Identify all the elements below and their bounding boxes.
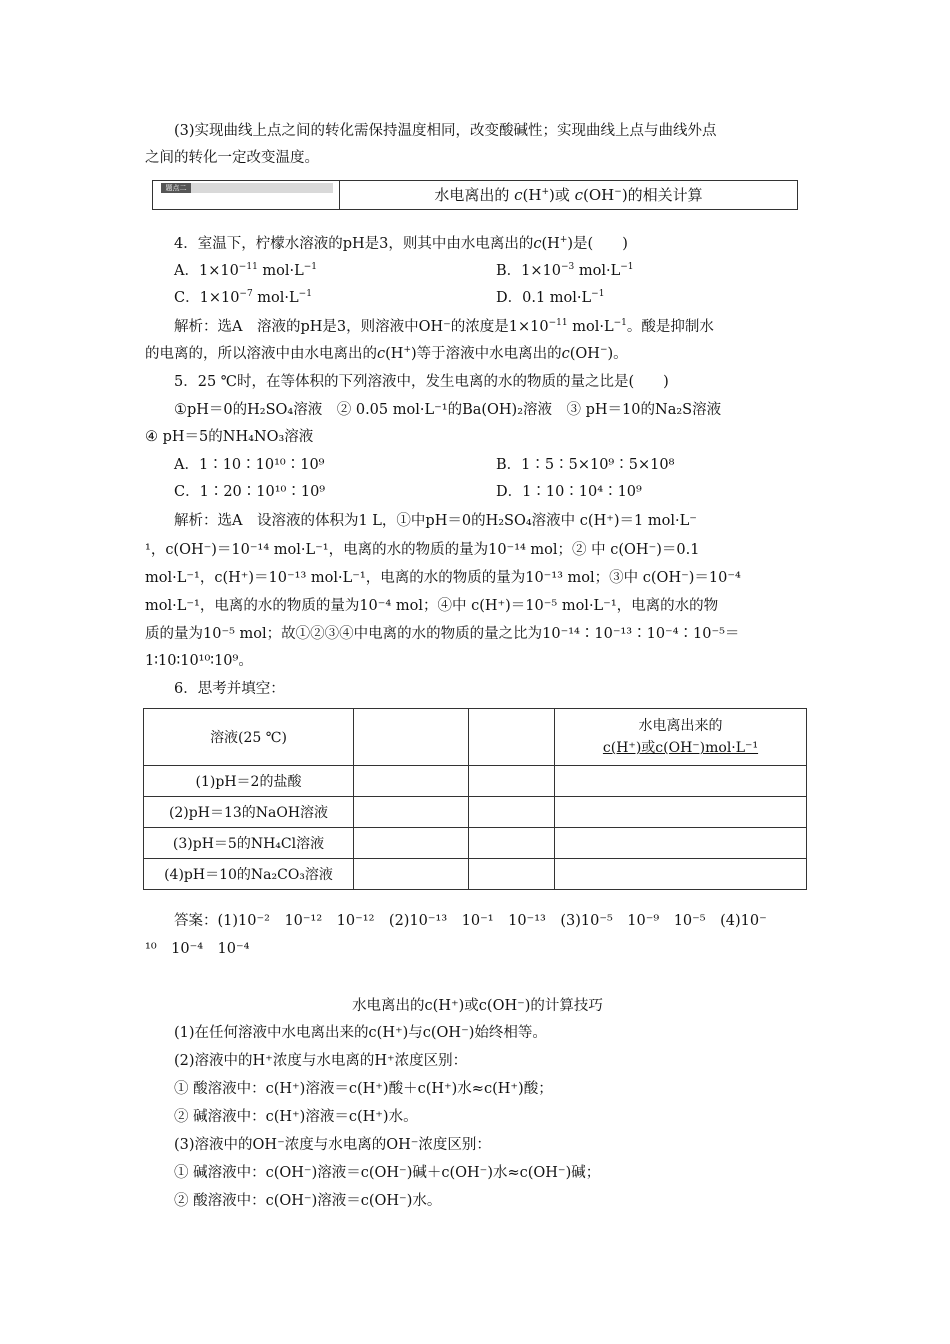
tips-line-5: (3)溶液中的OH⁻浓度与水电离的OH⁻浓度区别： (174, 1137, 491, 1153)
tips-title: 水电离出的c(H⁺)或c(OH⁻)的计算技巧 (352, 998, 603, 1014)
tips-line-3: ① 酸溶液中：c(H⁺)溶液＝c(H⁺)酸＋c(H⁺)水≈c(H⁺)酸； (174, 1081, 553, 1097)
cell (354, 828, 469, 859)
q5-analysis-1: 解析：选A 设溶液的体积为1 L，①中pH＝0的H₂SO₄溶液中 c(H⁺)＝1 mol·L⁻ (174, 513, 697, 529)
header-solution: 溶液(25 ℃) (144, 709, 354, 766)
q4-option-d: D．0.1 $mol\cdot L^{-1}$ (496, 289, 605, 306)
q5-analysis-5: 质的量为10⁻⁵ mol；故①②③④中电离的水的物质的量之比为10⁻¹⁴∶10⁻¹³∶10⁻⁴∶10⁻⁵＝ (145, 626, 740, 642)
q4-analysis-1: 解析：选A 溶液的pH是3，则溶液中OH⁻的浓度是$1\times 10^{-11}$ $mol\cdot L^{-1}$。酸是抑制水 (174, 318, 714, 335)
q5-analysis-2: ¹，c(OH⁻)＝10⁻¹⁴ mol·L⁻¹，电离的水的物质的量为10⁻¹⁴ mol；② 中 c(OH⁻)＝0.1 (145, 542, 700, 558)
q5-items-2: ④ pH＝5的NH₄NO₃溶液 (145, 429, 314, 445)
q5-option-b: B．1∶5∶5×10⁹∶5×10⁸ (496, 457, 675, 473)
q4-stem: 4．室温下，柠檬水溶液的pH是3，则其中由水电离出的c(H+)是( ) (174, 235, 628, 252)
q5-stem: 5．25 ℃时，在等体积的下列溶液中，发生电离的水的物质的量之比是( ) (174, 374, 669, 390)
cell (469, 859, 555, 890)
row-label: (2)pH＝13的NaOH溶液 (144, 797, 354, 828)
tag-label: 题点二 (161, 183, 191, 193)
answer-line-1: 答案：(1)10⁻² 10⁻¹² 10⁻¹² (2)10⁻¹³ 10⁻¹ 10⁻¹³ (3)10⁻⁵ 10⁻⁹ 10⁻⁵ (4)10⁻ (174, 913, 767, 929)
section-title: 水电离出的 c(H+)或 c(OH−)的相关计算 (434, 186, 703, 204)
section-banner (152, 180, 798, 210)
q4-analysis-2: 的电离的，所以溶液中由水电离出的c(H+)等于溶液中水电离出的c(OH−)。 (145, 345, 628, 362)
cell (469, 797, 555, 828)
cell (555, 859, 807, 890)
table-row (144, 766, 807, 797)
table-row (144, 828, 807, 859)
q5-analysis-4: mol·L⁻¹，电离的水的物质的量为10⁻⁴ mol；④中 c(H⁺)＝10⁻⁵ mol·L⁻¹，电离的水的物 (145, 598, 719, 614)
intro-line-1: (3)实现曲线上点之间的转化需保持温度相同，改变酸碱性；实现曲线上点与曲线外点 (174, 123, 717, 139)
cell (555, 797, 807, 828)
cell (469, 828, 555, 859)
tips-line-2: (2)溶液中的H⁺浓度与水电离的H⁺浓度区别： (174, 1053, 468, 1069)
tips-line-1: (1)在任何溶液中水电离出来的c(H⁺)与c(OH⁻)始终相等。 (174, 1025, 547, 1041)
table-header-row (144, 709, 807, 766)
q5-items-1: ①pH＝0的H₂SO₄溶液 ② 0.05 mol·L⁻¹的Ba(OH)₂溶液 ③ pH＝10的Na₂S溶液 (174, 402, 722, 418)
cell (555, 828, 807, 859)
cell (469, 766, 555, 797)
q5-option-d: D．1∶10∶10⁴∶10⁹ (496, 484, 642, 500)
section-tag (153, 181, 340, 209)
table-row (144, 859, 807, 890)
q4-option-a: A．$1\times 10^{-11}$ $mol\cdot L^{-1}$ (174, 262, 318, 279)
header-water-ionization: 水电离出来的 c(H⁺)或c(OH⁻)mol·L⁻¹ (555, 709, 807, 766)
q6-table (143, 708, 807, 890)
q5-option-c: C．1∶20∶10¹⁰∶10⁹ (174, 484, 326, 500)
row-label: (3)pH＝5的NH₄Cl溶液 (144, 828, 354, 859)
tips-line-6: ① 碱溶液中：c(OH⁻)溶液＝c(OH⁻)碱＋c(OH⁻)水≈c(OH⁻)碱； (174, 1165, 601, 1181)
q5-analysis-3: mol·L⁻¹，c(H⁺)＝10⁻¹³ mol·L⁻¹，电离的水的物质的量为10⁻¹³ mol；③中 c(OH⁻)＝10⁻⁴ (145, 570, 741, 586)
row-label: (1)pH＝2的盐酸 (144, 766, 354, 797)
intro-line-2: 之间的转化一定改变温度。 (145, 150, 319, 166)
header-blank-1 (354, 709, 469, 766)
answer-line-2: ¹⁰ 10⁻⁴ 10⁻⁴ (145, 941, 250, 957)
tips-line-4: ② 碱溶液中：c(H⁺)溶液＝c(H⁺)水。 (174, 1109, 418, 1125)
cell (354, 797, 469, 828)
cell (354, 766, 469, 797)
cell (354, 859, 469, 890)
q6-stem: 6．思考并填空： (174, 681, 285, 697)
q5-analysis-6: 1∶10∶10¹⁰∶10⁹。 (145, 653, 253, 669)
cell (555, 766, 807, 797)
q4-option-c: C．$1\times 10^{-7}$ $mol\cdot L^{-1}$ (174, 289, 312, 306)
row-label: (4)pH＝10的Na₂CO₃溶液 (144, 859, 354, 890)
q4-option-b: B．$1\times 10^{-3}$ $mol\cdot L^{-1}$ (496, 262, 634, 279)
q5-option-a: A．1∶10∶10¹⁰∶10⁹ (174, 457, 325, 473)
header-blank-2 (469, 709, 555, 766)
tips-line-7: ② 酸溶液中：c(OH⁻)溶液＝c(OH⁻)水。 (174, 1193, 442, 1209)
table-row (144, 797, 807, 828)
